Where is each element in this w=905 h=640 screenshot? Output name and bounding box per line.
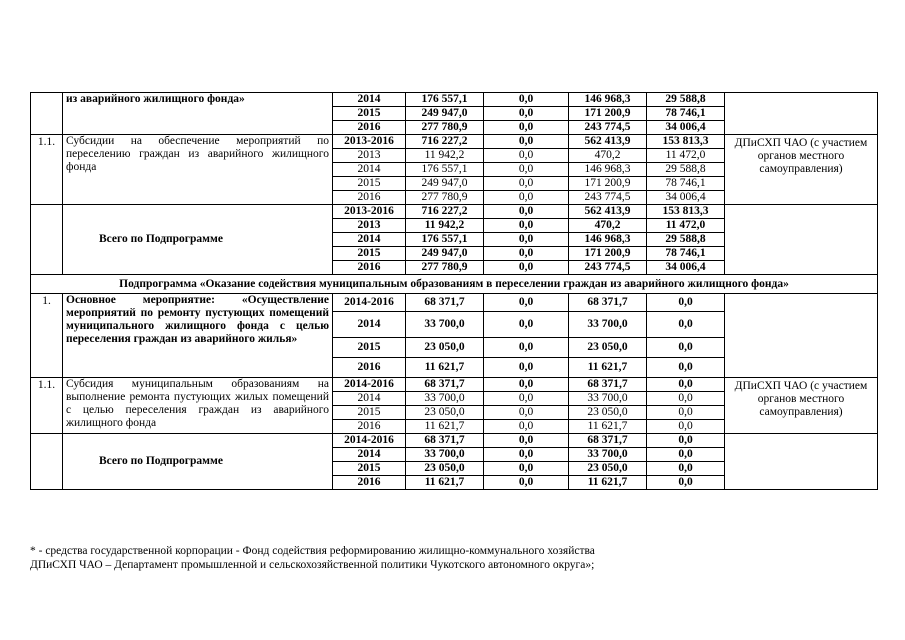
amount-cell: 0,0: [647, 294, 725, 312]
item-name-cell: Всего по Подпрограмме: [63, 205, 333, 275]
amount-cell: 0,0: [647, 358, 725, 378]
amount-cell: 68 371,7: [406, 294, 484, 312]
item-name-cell: из аварийного жилищного фонда»: [63, 93, 333, 135]
period-cell: 2015: [333, 406, 406, 420]
amount-cell: 0,0: [484, 378, 569, 392]
amount-cell: 33 700,0: [406, 312, 484, 338]
amount-cell: 249 947,0: [406, 177, 484, 191]
amount-cell: 243 774,5: [569, 261, 647, 275]
amount-cell: 0,0: [484, 476, 569, 490]
amount-cell: 0,0: [647, 420, 725, 434]
amount-cell: 11 621,7: [569, 358, 647, 378]
amount-cell: 716 227,2: [406, 205, 484, 219]
amount-cell: 11 621,7: [406, 420, 484, 434]
amount-cell: 0,0: [647, 448, 725, 462]
amount-cell: 23 050,0: [569, 462, 647, 476]
amount-cell: 171 200,9: [569, 107, 647, 121]
item-name-cell: Субсидия муниципальным образованиям на выполнение ремонта пустующих жилых помещений с целью переселения граждан из аварийного жилищного фонда: [63, 378, 333, 434]
amount-cell: 0,0: [484, 434, 569, 448]
amount-cell: 68 371,7: [569, 434, 647, 448]
amount-cell: 29 588,8: [647, 93, 725, 107]
period-cell: 2013: [333, 219, 406, 233]
footnote-department: ДПиСХП ЧАО – Департамент промышленной и сельскохозяйственной политики Чукотского автономного округа»;: [30, 559, 595, 571]
amount-cell: 33 700,0: [406, 392, 484, 406]
period-cell: 2015: [333, 462, 406, 476]
amount-cell: 33 700,0: [406, 448, 484, 462]
amount-cell: 23 050,0: [406, 338, 484, 358]
amount-cell: 146 968,3: [569, 163, 647, 177]
period-cell: 2014: [333, 233, 406, 247]
amount-cell: 0,0: [484, 107, 569, 121]
amount-cell: 0,0: [647, 378, 725, 392]
amount-cell: 0,0: [484, 358, 569, 378]
item-name-cell: Всего по Подпрограмме: [63, 434, 333, 490]
footnote-fund: * - средства государственной корпорации - Фонд содействия реформированию жилищно-коммунального хозяйства: [30, 545, 595, 557]
amount-cell: 33 700,0: [569, 448, 647, 462]
period-cell: 2013-2016: [333, 135, 406, 149]
amount-cell: 146 968,3: [569, 93, 647, 107]
amount-cell: 23 050,0: [406, 462, 484, 476]
table-row: [31, 378, 878, 392]
amount-cell: 0,0: [484, 420, 569, 434]
amount-cell: 0,0: [484, 294, 569, 312]
item-name-cell: Основное мероприятие: «Осуществление мероприятий по ремонту пустующих помещений муниципального жилищного фонда с целью переселения граждан из аварийного жилья»: [63, 294, 333, 378]
executor-cell: [725, 434, 878, 490]
period-cell: 2015: [333, 247, 406, 261]
table-row: [31, 135, 878, 149]
budget-table: [30, 92, 878, 490]
amount-cell: 11 621,7: [569, 420, 647, 434]
amount-cell: 0,0: [484, 177, 569, 191]
amount-cell: 0,0: [484, 135, 569, 149]
executor-cell: ДПиСХП ЧАО (с участием органов местного самоуправления): [725, 135, 878, 205]
period-cell: 2016: [333, 420, 406, 434]
item-number-cell: [31, 93, 63, 135]
amount-cell: 34 006,4: [647, 191, 725, 205]
amount-cell: 243 774,5: [569, 191, 647, 205]
amount-cell: 171 200,9: [569, 247, 647, 261]
amount-cell: 0,0: [484, 93, 569, 107]
amount-cell: 176 557,1: [406, 93, 484, 107]
period-cell: 2016: [333, 261, 406, 275]
amount-cell: 0,0: [484, 163, 569, 177]
period-cell: 2014: [333, 312, 406, 338]
amount-cell: 0,0: [484, 392, 569, 406]
amount-cell: 277 780,9: [406, 191, 484, 205]
amount-cell: 562 413,9: [569, 205, 647, 219]
amount-cell: 153 813,3: [647, 205, 725, 219]
amount-cell: 277 780,9: [406, 121, 484, 135]
amount-cell: 249 947,0: [406, 247, 484, 261]
amount-cell: 23 050,0: [569, 338, 647, 358]
period-cell: 2014: [333, 392, 406, 406]
period-cell: 2016: [333, 476, 406, 490]
amount-cell: 176 557,1: [406, 163, 484, 177]
amount-cell: 78 746,1: [647, 247, 725, 261]
amount-cell: 171 200,9: [569, 177, 647, 191]
amount-cell: 0,0: [484, 462, 569, 476]
period-cell: 2015: [333, 338, 406, 358]
amount-cell: 0,0: [484, 406, 569, 420]
amount-cell: 0,0: [484, 219, 569, 233]
amount-cell: 176 557,1: [406, 233, 484, 247]
amount-cell: 68 371,7: [569, 294, 647, 312]
table-row: [31, 294, 878, 312]
amount-cell: 23 050,0: [406, 406, 484, 420]
table-row: [31, 434, 878, 448]
period-cell: 2016: [333, 358, 406, 378]
amount-cell: 11 621,7: [406, 476, 484, 490]
period-cell: 2013-2016: [333, 205, 406, 219]
amount-cell: 470,2: [569, 219, 647, 233]
amount-cell: 68 371,7: [406, 378, 484, 392]
period-cell: 2014-2016: [333, 378, 406, 392]
amount-cell: 277 780,9: [406, 261, 484, 275]
amount-cell: 34 006,4: [647, 261, 725, 275]
period-cell: 2016: [333, 121, 406, 135]
amount-cell: 78 746,1: [647, 107, 725, 121]
executor-cell: [725, 205, 878, 275]
amount-cell: 11 621,7: [569, 476, 647, 490]
amount-cell: 11 472,0: [647, 149, 725, 163]
period-cell: 2014: [333, 163, 406, 177]
amount-cell: 716 227,2: [406, 135, 484, 149]
period-cell: 2014: [333, 93, 406, 107]
item-number-cell: 1.1.: [31, 378, 63, 434]
amount-cell: 0,0: [647, 392, 725, 406]
amount-cell: 33 700,0: [569, 392, 647, 406]
item-number-cell: [31, 205, 63, 275]
amount-cell: 29 588,8: [647, 233, 725, 247]
amount-cell: 68 371,7: [406, 434, 484, 448]
table-row: [31, 93, 878, 107]
section-row: [31, 275, 878, 294]
amount-cell: 562 413,9: [569, 135, 647, 149]
amount-cell: 11 621,7: [406, 358, 484, 378]
item-number-cell: 1.: [31, 294, 63, 378]
period-cell: 2013: [333, 149, 406, 163]
table-row: [31, 205, 878, 219]
amount-cell: 470,2: [569, 149, 647, 163]
amount-cell: 0,0: [484, 121, 569, 135]
amount-cell: 0,0: [484, 205, 569, 219]
item-name-cell: Субсидии на обеспечение мероприятий по переселению граждан из аварийного жилищного фонда: [63, 135, 333, 205]
amount-cell: 153 813,3: [647, 135, 725, 149]
period-cell: 2015: [333, 107, 406, 121]
amount-cell: 0,0: [647, 312, 725, 338]
period-cell: 2014: [333, 448, 406, 462]
item-number-cell: [31, 434, 63, 490]
period-cell: 2014-2016: [333, 434, 406, 448]
executor-cell: [725, 294, 878, 378]
amount-cell: 146 968,3: [569, 233, 647, 247]
period-cell: 2015: [333, 177, 406, 191]
section-title: Подпрограмма «Оказание содействия муниципальным образованиям в переселении граждан из аварийного жилищного фонда»: [31, 275, 878, 294]
amount-cell: 34 006,4: [647, 121, 725, 135]
executor-cell: [725, 93, 878, 135]
amount-cell: 0,0: [647, 476, 725, 490]
amount-cell: 0,0: [484, 149, 569, 163]
amount-cell: 68 371,7: [569, 378, 647, 392]
amount-cell: 0,0: [647, 434, 725, 448]
amount-cell: 29 588,8: [647, 163, 725, 177]
executor-cell: ДПиСХП ЧАО (с участием органов местного самоуправления): [725, 378, 878, 434]
amount-cell: 0,0: [484, 247, 569, 261]
amount-cell: 0,0: [484, 338, 569, 358]
amount-cell: 33 700,0: [569, 312, 647, 338]
period-cell: 2016: [333, 191, 406, 205]
amount-cell: 0,0: [484, 261, 569, 275]
amount-cell: 0,0: [484, 191, 569, 205]
amount-cell: 0,0: [647, 338, 725, 358]
amount-cell: 0,0: [647, 406, 725, 420]
period-cell: 2014-2016: [333, 294, 406, 312]
amount-cell: 23 050,0: [569, 406, 647, 420]
amount-cell: 11 942,2: [406, 219, 484, 233]
amount-cell: 243 774,5: [569, 121, 647, 135]
amount-cell: 0,0: [484, 233, 569, 247]
amount-cell: 249 947,0: [406, 107, 484, 121]
amount-cell: 11 942,2: [406, 149, 484, 163]
amount-cell: 0,0: [484, 448, 569, 462]
amount-cell: 0,0: [647, 462, 725, 476]
item-number-cell: 1.1.: [31, 135, 63, 205]
amount-cell: 11 472,0: [647, 219, 725, 233]
footnotes: [30, 544, 595, 572]
amount-cell: 78 746,1: [647, 177, 725, 191]
amount-cell: 0,0: [484, 312, 569, 338]
